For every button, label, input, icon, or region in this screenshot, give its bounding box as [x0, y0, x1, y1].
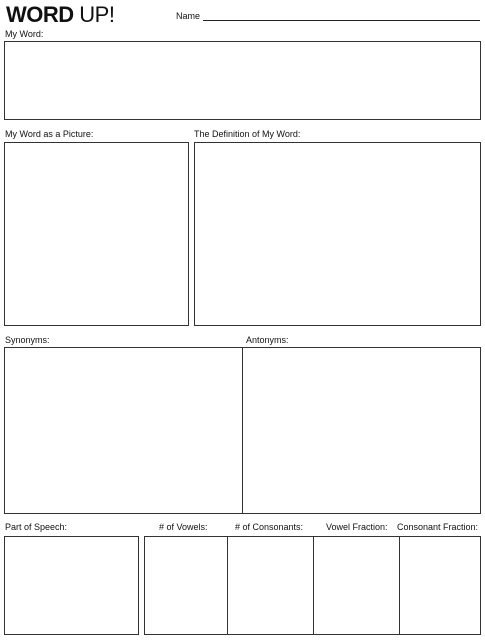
consonants-vowel-fraction-divider: [313, 536, 314, 635]
title-bold-word: WORD: [6, 2, 74, 27]
definition-box[interactable]: [194, 142, 481, 326]
picture-box[interactable]: [4, 142, 189, 326]
title-rest: UP!: [73, 2, 115, 27]
my-word-box[interactable]: [4, 41, 481, 120]
worksheet-title: [6, 2, 114, 28]
antonyms-label: Antonyms:: [246, 335, 289, 345]
definition-label: The Definition of My Word:: [194, 129, 301, 139]
consonant-fraction-label: Consonant Fraction:: [397, 522, 479, 532]
picture-label: My Word as a Picture:: [5, 129, 94, 139]
vowels-consonants-divider: [227, 536, 228, 635]
part-of-speech-label: Part of Speech:: [5, 522, 68, 532]
synonyms-antonyms-divider: [242, 347, 243, 514]
synonyms-label: Synonyms:: [5, 335, 50, 345]
vowels-label: # of Vowels:: [159, 522, 208, 532]
vowel-fraction-label: Vowel Fraction:: [326, 522, 388, 532]
part-of-speech-box[interactable]: [4, 536, 139, 635]
my-word-label: My Word:: [5, 29, 44, 39]
consonants-label: # of Consonants:: [235, 522, 304, 532]
fractions-divider: [399, 536, 400, 635]
name-label: Name: [176, 11, 201, 21]
name-line[interactable]: [203, 20, 480, 21]
